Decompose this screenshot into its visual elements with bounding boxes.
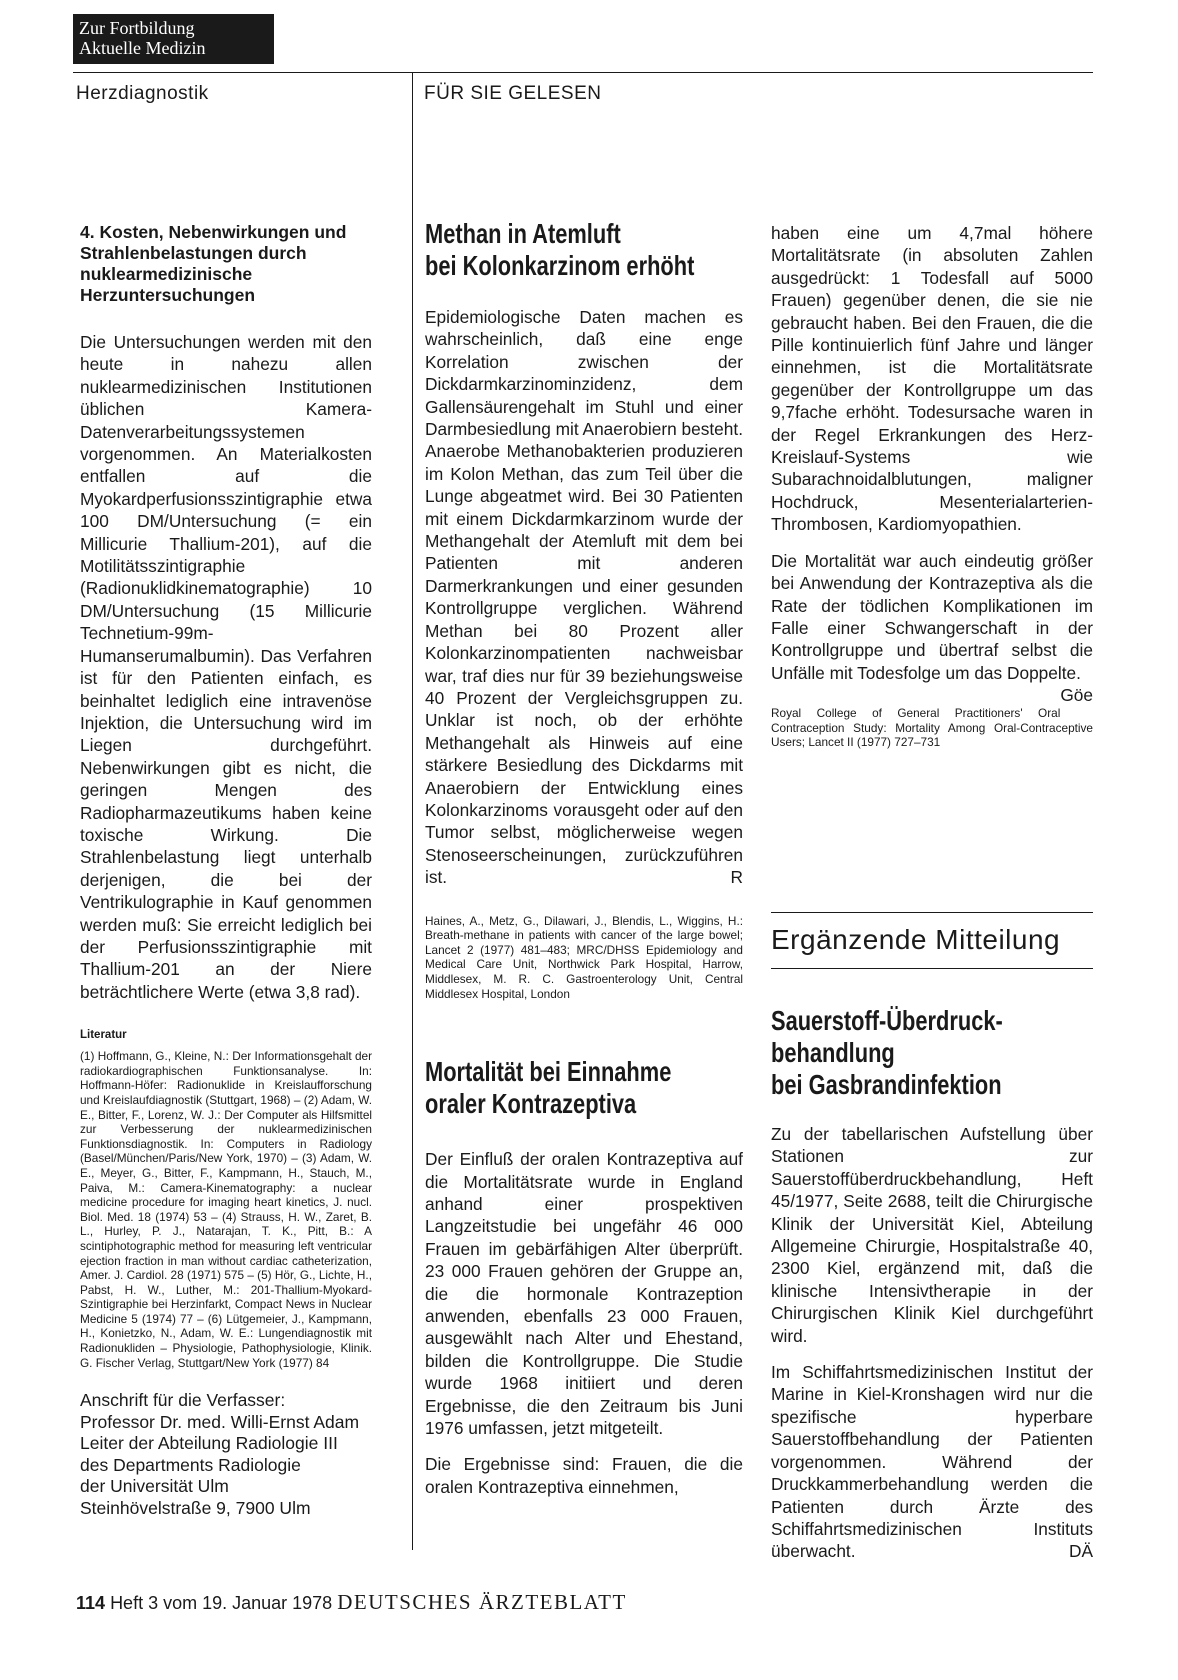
address-line: der Universität Ulm	[80, 1476, 229, 1497]
article-2-paragraph: Der Einfluß der oralen Kontrazeptiva auf die Mortalitätsrate wurde in England anhand einer prospektiven Langzeitstudie bei ungefähr 46 000 Frauen im gebärfähigen Alter überprüft. 23 000 Frauen gehören der Gruppe an, die die hormonale Kontrazeption anwenden, ebenfalls 23 000 Frauen, ausgewählt nach Alter und Ehestand, bilden die Kontrollgruppe. Die Studie wurde 1968 initiiert und deren Ergebnisse, die den Zeitraum bis Juni 1976 umfassen, jetzt mitgeteilt.	[425, 1149, 743, 1438]
page-number: 114	[76, 1593, 106, 1613]
address-line: Leiter der Abteilung Radiologie III	[80, 1433, 338, 1454]
article-1-reference: Haines, A., Metz, G., Dilawari, J., Blendis, L., Wiggins, H.: Breath-methane in patients with cancer of the large bowel; Lancet 2 (1977) 481–483; MRC/DHSS Epidemiology and Medical Care Unit, Northwick Park Hospital, Harrow, Middlesex, M. R. C. Gastroenterology Unit, Central Middlesex Hospital, London	[425, 913, 743, 1001]
col1-paragraph: Die Untersuchungen werden mit den heute in nahezu allen nuklearmedizinischen Institutionen üblichen Kamera-Datenverarbeitungssystemen vorgenommen. An Materialkosten entfallen auf die Myokardperfusionsszintigraphie etwa 100 DM/Untersuchung (= ein Millicurie Thallium-201), auf die Motilitätsszintigraphie (Radionuklidkinematographie) 10 DM/Untersuchung (15 Millicurie Technetium-99m-Humanserumalbumin). Das Verfahren ist für den Patienten einfach, es beinhaltet lediglich eine intravenöse Injektion, die Untersuchung wird im Liegen durchgeführt. Nebenwirkungen gibt es nicht, die geringen Mengen des Radiopharmazeutikums haben keine toxische Wirkung. Die Strahlenbelastung liegt unterhalb derjenigen, die bei der Ventrikulographie in Kauf genommen werden muß: Sie erreicht lediglich bei der Perfusionsszintigraphie mit Thallium-201 an der Niere beträchtlichere Werte (etwa 3,8 rad).	[80, 332, 372, 1002]
column-3	[771, 222, 1093, 750]
author-address	[80, 1390, 372, 1519]
article-3-headline	[771, 1005, 1093, 1101]
headline-line: bei Kolonkarzinom erhöht	[425, 250, 695, 281]
continued-text: Die Mortalität war auch eindeutig größer bei Anwendung der Kontrazeptiva als die Rate der tödlichen Komplikationen im Falle einer Schwangerschaft in der Kontrollgruppe und übertraf selbst die Unfälle mit Todesfolge um das Doppelte.	[771, 550, 1093, 683]
article-3-paragraph: Zu der tabellarischen Aufstellung über Stationen zur Sauerstoffüberdruckbehandlung, Heft 45/1977, Seite 2688, teilt die Chirurgische Klinik der Universität Kiel, Abteilung Allgemeine Chirurgie, Hospitalstraße 40, 2300 Kiel, ergänzend mit, daß die klinische Intensivtherapie in der Chirurgischen Klinik Kiel durchgeführt wird.	[771, 1124, 1093, 1346]
rubric-rule-bottom	[771, 968, 1093, 969]
column-1	[80, 222, 372, 1519]
header-rule	[73, 72, 1093, 73]
article-2-reference: Royal College of General Practitioners' Oral Contraception Study: Mortality Among Oral-Contraceptive Users; Lancet II (1977) 727–731	[771, 706, 1093, 750]
literatur-list: (1) Hoffmann, G., Kleine, N.: Der Informationsgehalt der radiokardiographischen Funktionsanalyse. In: Hoffmann-Höfer: Radionuklide in Kreislaufforschung und Kreislaufdiagnostik (Stuttgart, 1968) – (2) Adam, W. E., Bitter, F., Lorenz, W. J.: Der Computer als Hilfsmittel zur Verbesserung der nuklearmedizinischen Funktionsdiagnostik. In: Computers in Radiology (Basel/München/Paris/New York, 1970) – (3) Adam, W. E., Meyer, G., Bitter, F., Kampmann, H., Stauch, M., Paiva, M.: Camera-Kinematography: a nuclear medicine procedure for imaging heart kinetics, J. nucl. Biol. Med. 18 (1974) 53 – (4) Strauss, H. W., Zaret, B. L., Hurley, P. J., Natarajan, T. K., Pitt, B.: A scintiphotographic method for measuring left ventricular ejection fraction in man without cardiac catheterization, Amer. J. Cardiol. 28 (1971) 575 – (5) Hör, G., Lichte, H., Pabst, H. W., Luther, M.: 201-Thallium-Myokard-Szintigraphie bei Herzinfarkt, Compact News in Nuclear Medicine 5 (1974) 77 – (6) Lütgemeier, J., Kampmann, H., Konietzko, N., Adam, W. E.: Lungendiagnostik mit Radionukliden – Physiologie, Pathophysiologie, Klinik. G. Fischer Verlag, Stuttgart/New York (1977) 84	[80, 1049, 372, 1370]
headline-line: Mortalität bei Einnahme	[425, 1056, 672, 1088]
article-3	[771, 1005, 1093, 1563]
subheading: 4. Kosten, Nebenwirkungen und Strahlenbelastungen durch nuklearmedizinische Herzuntersuchungen	[80, 222, 347, 305]
article-3-paragraph	[771, 1361, 1093, 1563]
continued-paragraph	[771, 550, 1093, 706]
article-1-body	[425, 306, 743, 889]
article-2-headline	[425, 1056, 743, 1128]
page-footer	[76, 1590, 627, 1615]
journal-brand: DEUTSCHES ÄRZTEBLATT	[337, 1590, 627, 1614]
address-line: Anschrift für die Verfasser:	[80, 1390, 286, 1411]
article-3-body	[771, 1123, 1093, 1563]
badge-line-2: Aktuelle Medizin	[79, 38, 206, 58]
address-line: Professor Dr. med. Willi-Ernst Adam	[80, 1411, 360, 1432]
rubric-rule-top	[771, 912, 1093, 913]
article-3-signature: DÄ	[1068, 1541, 1093, 1562]
section-badge	[73, 14, 274, 64]
column-divider	[412, 72, 413, 1550]
header-right-label: FÜR SIE GELESEN	[424, 83, 602, 104]
col1-body	[80, 331, 372, 1003]
address-line: Steinhövelstraße 9, 7900 Ulm	[80, 1497, 311, 1518]
article-2-signature: Göe	[1060, 685, 1093, 706]
article-2-continued	[771, 222, 1093, 706]
article-1-headline	[425, 218, 743, 286]
header-left-label: Herzdiagnostik	[76, 83, 209, 104]
continued-paragraph: haben eine um 4,7mal höhere Mortalitätsrate (in absoluten Zahlen ausgedrückt: 1 Todesfall auf 5000 Frauen) gegenüber denen, die sie nie gebraucht haben. Bei den Frauen, die die Pille kontinuierlich fünf Jahre und länger einnehmen, ist die Mortalitätsrate gegenüber der Kontrollgruppe um das 9,7fache erhöht. Todesursache waren in der Regel Erkrankungen des Herz-Kreislauf-Systems wie Subarachnoidalblutungen, maligner Hochdruck, Mesenterialarterien-Thrombosen, Kardiomyopathien.	[771, 223, 1093, 535]
address-line: des Departments Radiologie	[80, 1454, 301, 1475]
article-3-text: Im Schiffahrtsmedizinischen Institut der Marine in Kiel-Kronshagen wird nur die spezifische hyperbare Sauerstoffbehandlung der Patienten vorgenommen. Während der Druckkammerbehandlung werden die Patienten durch Ärzte des Schiffahrtsmedizinischen Instituts überwacht.	[771, 1362, 1093, 1562]
column-2	[425, 218, 743, 1498]
headline-line: Methan in Atemluft	[425, 218, 621, 249]
article-1-paragraph	[425, 306, 743, 889]
headline-line: Sauerstoff-Überdruck-	[771, 1005, 1003, 1036]
headline-line: bei Gasbrandinfektion	[771, 1069, 1002, 1100]
headline-line: behandlung	[771, 1037, 895, 1068]
issue-info: Heft 3 vom 19. Januar 1978	[110, 1593, 333, 1613]
article-2-paragraph: Die Ergebnisse sind: Frauen, die die oralen Kontrazeptiva einnehmen,	[425, 1454, 743, 1497]
article-2-body	[425, 1148, 743, 1498]
article-1-text: Epidemiologische Daten machen es wahrscheinlich, daß eine enge Korrelation zwischen der Dickdarmkarzinominzidenz, dem Gallensäurengehalt im Stuhl und einer Darmbesiedlung mit Anaerobiern besteht. Anaerobe Methanobakterien produzieren im Kolon Methan, das zum Teil über die Lunge abgeatmet wird. Bei 30 Patienten mit einem Dickdarmkarzinom wurde der Methangehalt der Atemluft mit dem bei Patienten mit anderen Darmerkrankungen und einer gesunden Kontrollgruppe verglichen. Während Methan bei 80 Prozent aller Kolonkarzinompatienten nachweisbar war, traf dies nur für 39 beziehungsweise 40 Prozent der Vergleichsgruppen zu. Unklar ist noch, ob der erhöhte Methangehalt als Hinweis auf eine stärkere Besiedlung des Dickdarms mit Anaerobiern der Entwicklung eines Kolonkarzinoms vorausgeht oder auf den Tumor selbst, möglicherweise wegen Stenoseerscheinungen, zurückzuführen ist.	[425, 307, 743, 888]
rubric-title: Ergänzende Mitteilung	[771, 924, 1061, 955]
headline-line: oraler Kontrazeptiva	[425, 1088, 637, 1120]
article-1-signature: R	[730, 867, 743, 888]
badge-line-1: Zur Fortbildung	[79, 18, 195, 38]
literatur-title: Literatur	[80, 1029, 127, 1042]
